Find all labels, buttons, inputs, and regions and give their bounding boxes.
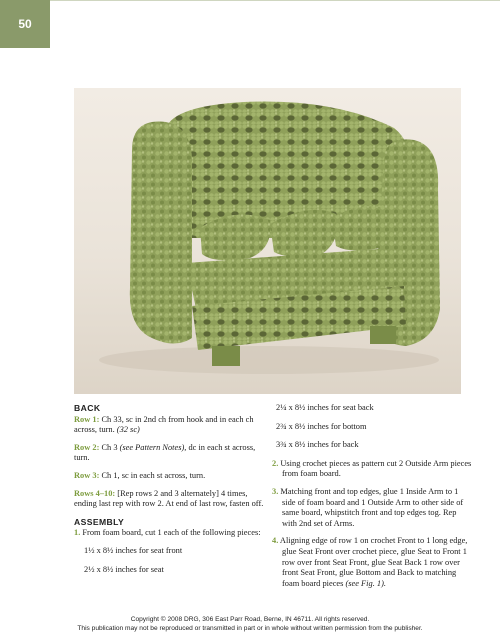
step-number: 3. xyxy=(272,486,279,496)
assembly-step-2 xyxy=(272,459,472,480)
back-row-1 xyxy=(74,415,269,436)
step-number: 4. xyxy=(272,536,279,546)
row-label: Rows 4–10: xyxy=(74,488,116,498)
copyright-line: Copyright © 2008 DRG, 306 East Parr Road, Berne, IN 46711. All rights reserved. xyxy=(130,616,370,623)
step-text: Using crochet pieces as pattern cut 2 Outside Arm pieces from foam board. xyxy=(280,458,472,479)
row-note: (see Pattern Notes), xyxy=(119,442,187,452)
row-label: Row 2: xyxy=(74,442,100,452)
header-rule xyxy=(50,0,500,1)
dimension-item: 2¾ x 8½ inches for bottom xyxy=(276,421,367,431)
row-note: (32 sc) xyxy=(116,425,140,435)
rights-notice: This publication may not be reproduced or transmitted in part or in whole without written permission from the publisher. xyxy=(77,625,423,632)
assembly-heading: ASSEMBLY xyxy=(74,516,125,527)
page-number: 50 xyxy=(18,17,32,31)
step-text: Matching front and top edges, glue 1 Inside Arm to 1 side of foam board and 1 Outside Arm to other side of same board, whipstitch front and top edges tog. Rep with 2nd set of Arms. xyxy=(280,486,464,528)
right-column xyxy=(272,403,472,596)
assembly-step-1 xyxy=(74,528,269,539)
back-row-2 xyxy=(74,443,269,464)
left-column xyxy=(74,403,269,583)
step-note: (see Fig. 1). xyxy=(345,578,386,588)
sofa-photo xyxy=(74,88,461,394)
row-text: [Rep rows 2 and 3 alternately] 4 times, ending last rep with row 2. At end of last row, fasten off. xyxy=(74,488,264,509)
row-text: Ch 1, sc in each st across, turn. xyxy=(101,470,206,480)
dimension-item: 2¼ x 8½ inches for seat back xyxy=(276,403,374,412)
back-row-3 xyxy=(74,471,269,482)
back-rows-4-10 xyxy=(74,489,269,510)
row-label: Row 1: xyxy=(74,414,100,424)
step-text: From foam board, cut 1 each of the following pieces: xyxy=(82,528,261,538)
assembly-step-4 xyxy=(272,536,472,589)
dimension-item: 2½ x 8½ inches for seat xyxy=(84,564,164,574)
assembly-step-3 xyxy=(272,487,472,529)
dimension-item: 3¾ x 8½ inches for back xyxy=(276,440,359,450)
row-label: Row 3: xyxy=(74,470,100,480)
row-text: Ch 3 xyxy=(101,442,118,452)
back-heading: BACK xyxy=(74,403,101,413)
step-number: 2. xyxy=(272,458,279,468)
step-number: 1. xyxy=(74,528,81,538)
row-text: Ch 33, sc in 2nd ch from hook and in each ch across, turn. xyxy=(74,414,254,435)
dimension-item: 1½ x 8½ inches for seat front xyxy=(84,545,183,555)
row-text-2: dc in each st across, turn. xyxy=(74,442,256,463)
page-number-tab xyxy=(0,0,50,48)
step-text: Aligning edge of row 1 on crochet Front to 1 long edge, glue Seat Front over crochet piece, glue Seat to Front 1 row over front Seat Front, glue Seat Back 1 row over front Seat Front, glue Bottom and Back to matching foam board pieces xyxy=(279,536,468,588)
